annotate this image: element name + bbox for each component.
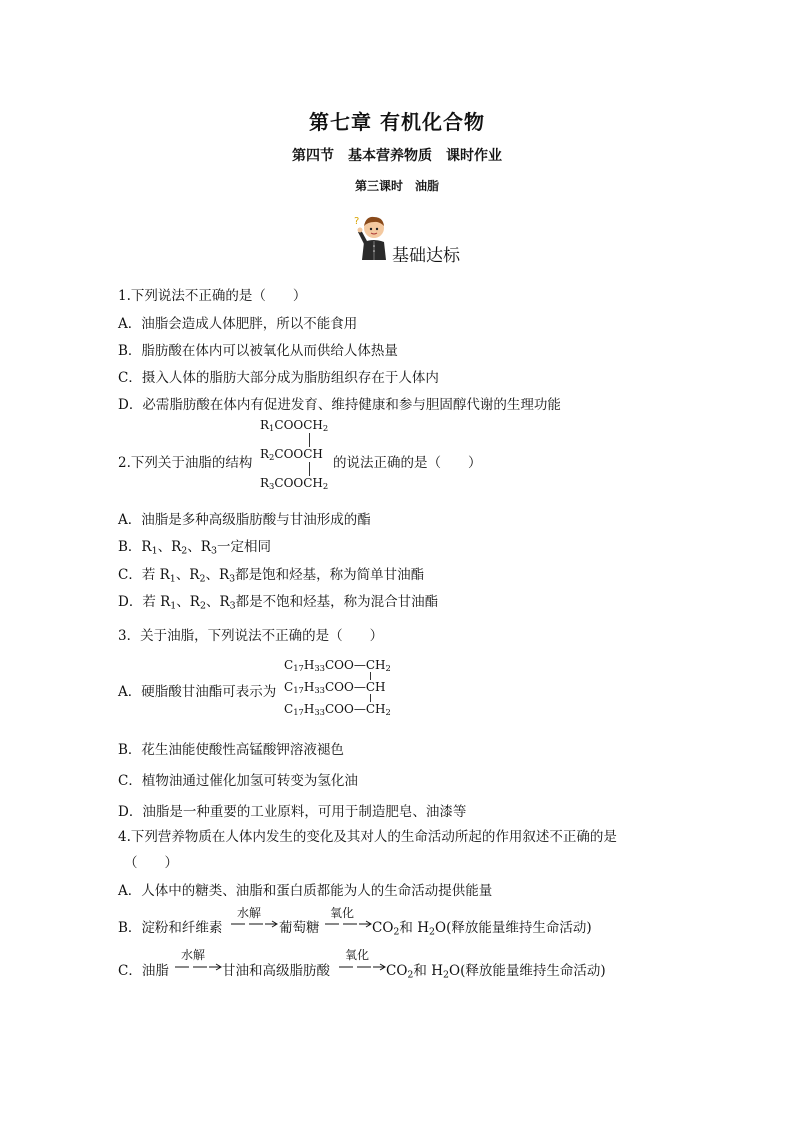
q4-answer-blank: （ ）	[124, 855, 178, 871]
triglyceride-structure	[260, 418, 332, 496]
section-badge	[352, 214, 392, 264]
stearin-structure	[284, 658, 394, 722]
stearin-row-1: $C_{17}H_{33}COO—CH_2$	[284, 658, 391, 674]
reaction-arrow-icon	[230, 919, 278, 929]
stearin-row-2: $C_{17}H_{33}COO—CH$	[284, 680, 386, 696]
q1-option-a: A．油脂会造成人体肥胖，所以不能食用	[118, 316, 358, 332]
q2-option-d: D．若 $R_1$、$R_2$、$R_3$都是不饱和烃基，称为混合甘油酯	[118, 594, 439, 612]
q1-stem: 1.下列说法不正确的是（ ）	[118, 288, 307, 304]
q1-option-b: B．脂肪酸在体内可以被氧化从而供给人体热量	[118, 343, 398, 359]
structure-row-2: $R_2COOCH$	[260, 447, 323, 463]
thinking-student-icon	[352, 214, 392, 260]
bond-line	[370, 694, 371, 702]
q3-option-d: D．油脂是一种重要的工业原料，可用于制造肥皂、油漆等	[118, 804, 467, 820]
q4-b-glucose: 葡萄糖	[279, 920, 320, 936]
lesson-title: 第三课时 油脂	[354, 179, 439, 193]
q2-stem-before: 2.下列关于油脂的结构	[118, 455, 253, 471]
q3-option-c: C．植物油通过催化加氢可转变为氢化油	[118, 773, 358, 789]
q2-option-b: B．$R_1$、$R_2$、$R_3$一定相同	[118, 539, 271, 557]
q2-option-a: A．油脂是多种高级脂肪酸与甘油形成的酯	[118, 512, 371, 528]
q1-option-d: D．必需脂肪酸在体内有促进发育、维持健康和参与胆固醇代谢的生理功能	[118, 397, 561, 413]
reaction-arrow-icon	[324, 919, 372, 929]
q4-c-products: $CO_2$和 $H_2O$(释放能量维持生命活动)	[386, 963, 606, 981]
q1-option-c: C．摄入人体的脂肪大部分成为脂肪组织存在于人体内	[118, 370, 439, 386]
bond-line	[370, 672, 371, 680]
q3-option-b: B．花生油能使酸性高锰酸钾溶液褪色	[118, 742, 344, 758]
structure-row-1: $R_1COOCH_2$	[260, 418, 329, 434]
oxidation-label: 氧化	[345, 948, 370, 962]
section-label: 基础达标	[392, 246, 460, 266]
q2-stem-after: 的说法正确的是（ ）	[333, 455, 482, 471]
q4-stem: 4.下列营养物质在人体内发生的变化及其对人的生命活动所起的作用叙述不正确的是	[118, 829, 617, 845]
q3-stem: 3．关于油脂，下列说法不正确的是（ ）	[118, 628, 384, 644]
q4-option-b-prefix: B．淀粉和纤维素	[118, 920, 223, 936]
stearin-row-3: $C_{17}H_{33}COO—CH_2$	[284, 702, 391, 718]
hydrolysis-label: 水解	[181, 948, 206, 962]
section-subtitle: 第四节 基本营养物质 课时作业	[292, 148, 502, 164]
q4-b-products: $CO_2$和 $H_2O$(释放能量维持生命活动)	[372, 920, 592, 938]
q4-option-c-prefix: C．油脂	[118, 963, 169, 979]
hydrolysis-label: 水解	[237, 906, 262, 920]
q3-option-a-text: A．硬脂酸甘油酯可表示为	[118, 684, 277, 700]
bond-line	[309, 462, 310, 476]
chapter-title: 第七章 有机化合物	[309, 110, 485, 134]
q4-option-a: A．人体中的糖类、油脂和蛋白质都能为人的生命活动提供能量	[118, 883, 493, 899]
q2-option-c: C．若 $R_1$、$R_2$、$R_3$都是饱和烃基，称为简单甘油酯	[118, 567, 425, 585]
bond-line	[309, 433, 310, 447]
reaction-arrow-icon	[174, 962, 222, 972]
reaction-arrow-icon	[338, 962, 386, 972]
svg-text:?: ?	[354, 216, 360, 227]
oxidation-label: 氧化	[330, 906, 355, 920]
q4-c-intermediate: 甘油和高级脂肪酸	[222, 963, 330, 979]
structure-row-3: $R_3COOCH_2$	[260, 476, 329, 492]
